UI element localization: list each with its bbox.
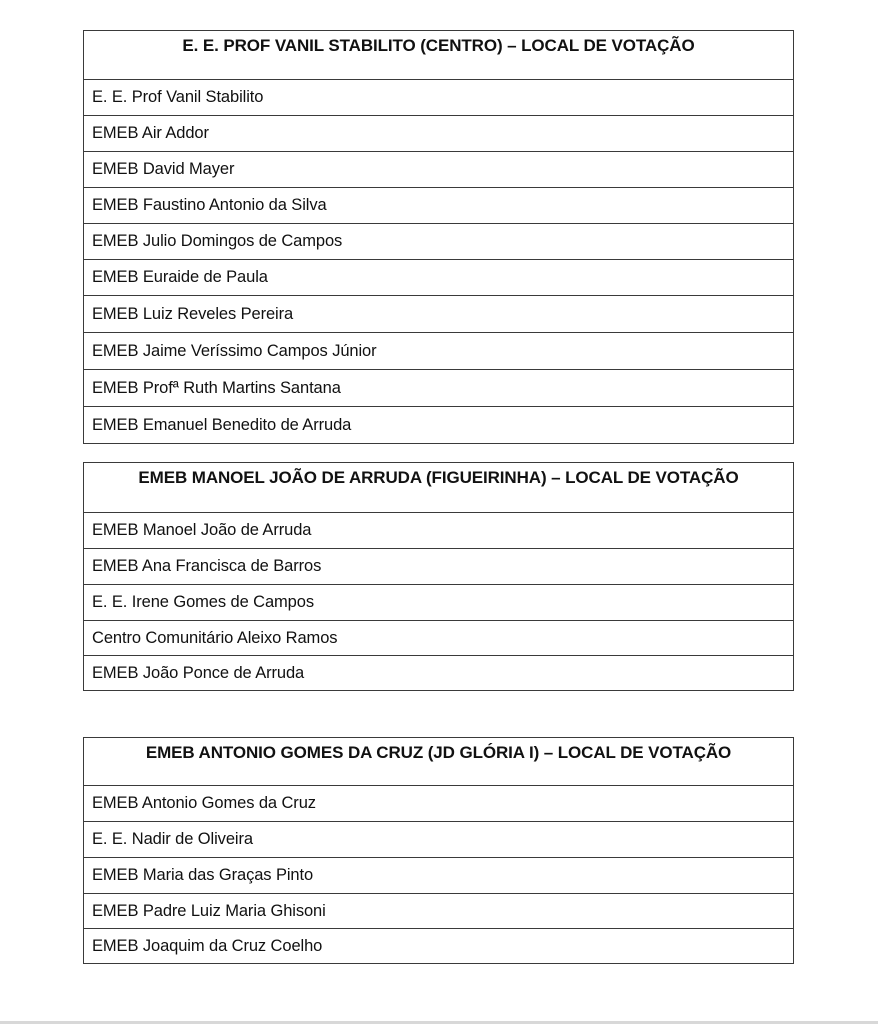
- voting-location-table-centro: [83, 30, 794, 444]
- table-row: [84, 822, 794, 858]
- table-header: EMEB ANTONIO GOMES DA CRUZ (JD GLÓRIA I) – LOCAL DE VOTAÇÃO: [84, 738, 794, 786]
- school-name-cell: E. E. Nadir de Oliveira: [84, 822, 794, 858]
- school-name-cell: EMEB Profª Ruth Martins Santana: [84, 370, 794, 407]
- table-row: [84, 858, 794, 894]
- school-name-cell: EMEB Manoel João de Arruda: [84, 513, 794, 549]
- table-row: [84, 188, 794, 224]
- school-name-cell: EMEB Padre Luiz Maria Ghisoni: [84, 894, 794, 929]
- table-row: [84, 116, 794, 152]
- table-header-row: [84, 31, 794, 80]
- table-row: [84, 513, 794, 549]
- school-name-cell: EMEB João Ponce de Arruda: [84, 656, 794, 691]
- school-name-cell: EMEB Maria das Graças Pinto: [84, 858, 794, 894]
- school-name-cell: EMEB Ana Francisca de Barros: [84, 549, 794, 585]
- school-name-cell: E. E. Prof Vanil Stabilito: [84, 80, 794, 116]
- table-header: EMEB MANOEL JOÃO DE ARRUDA (FIGUEIRINHA) – LOCAL DE VOTAÇÃO: [84, 463, 794, 513]
- school-name-cell: EMEB Luiz Reveles Pereira: [84, 296, 794, 333]
- table-row: [84, 621, 794, 656]
- table-row: [84, 585, 794, 621]
- school-name-cell: E. E. Irene Gomes de Campos: [84, 585, 794, 621]
- table-row: [84, 260, 794, 296]
- table-row: [84, 656, 794, 691]
- school-name-cell: Centro Comunitário Aleixo Ramos: [84, 621, 794, 656]
- table-row: [84, 370, 794, 407]
- school-name-cell: EMEB David Mayer: [84, 152, 794, 188]
- school-name-cell: EMEB Euraide de Paula: [84, 260, 794, 296]
- table-header-row: [84, 463, 794, 513]
- school-name-cell: EMEB Jaime Veríssimo Campos Júnior: [84, 333, 794, 370]
- table-row: [84, 80, 794, 116]
- school-name-cell: EMEB Faustino Antonio da Silva: [84, 188, 794, 224]
- table-row: [84, 894, 794, 929]
- table-row: [84, 549, 794, 585]
- table-row: [84, 786, 794, 822]
- table-row: [84, 929, 794, 964]
- school-name-cell: EMEB Air Addor: [84, 116, 794, 152]
- school-name-cell: EMEB Julio Domingos de Campos: [84, 224, 794, 260]
- school-name-cell: EMEB Joaquim da Cruz Coelho: [84, 929, 794, 964]
- school-name-cell: EMEB Emanuel Benedito de Arruda: [84, 407, 794, 444]
- voting-location-table-jd-gloria: [83, 737, 794, 964]
- table-row: [84, 152, 794, 188]
- table-row: [84, 296, 794, 333]
- voting-location-table-figueirinha: [83, 462, 794, 691]
- table-row: [84, 224, 794, 260]
- table-header: E. E. PROF VANIL STABILITO (CENTRO) – LOCAL DE VOTAÇÃO: [84, 31, 794, 80]
- table-header-row: [84, 738, 794, 786]
- table-row: [84, 333, 794, 370]
- table-row: [84, 407, 794, 444]
- school-name-cell: EMEB Antonio Gomes da Cruz: [84, 786, 794, 822]
